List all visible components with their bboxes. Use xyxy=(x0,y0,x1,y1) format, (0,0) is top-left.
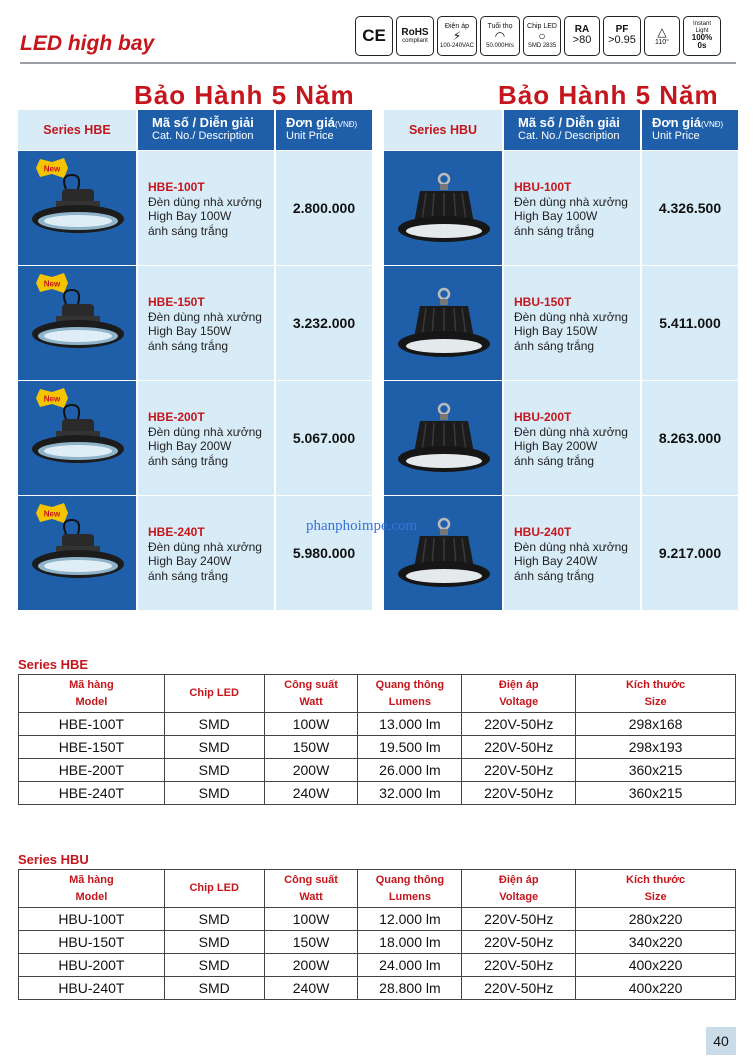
product-line-2: High Bay 200W xyxy=(514,439,598,453)
spec-header-cell: Mã hàng Model xyxy=(19,675,165,713)
desc-header-sub: Cat. No./ Description xyxy=(152,130,254,142)
page-title: LED high bay xyxy=(20,32,155,55)
product-image xyxy=(18,381,136,495)
product-code: HBE-100T xyxy=(148,180,205,194)
spec-cell-size: 360x215 xyxy=(576,759,736,782)
product-row xyxy=(18,496,372,610)
product-price: 4.326.500 xyxy=(642,151,738,265)
spec-cell-chip: SMD xyxy=(164,736,264,759)
warranty-heading-hbu: Bảo Hành 5 Năm xyxy=(498,80,719,110)
price-header-unit: (VNĐ) xyxy=(334,120,358,129)
spec-header-cell: Điện áp Voltage xyxy=(462,870,576,908)
spec-cell-voltage: 220V-50Hz xyxy=(462,759,576,782)
spec-row xyxy=(19,782,736,805)
lifetime-value: 50.000Hrs xyxy=(486,42,514,49)
product-row xyxy=(384,496,738,610)
spec-cell-chip: SMD xyxy=(164,954,264,977)
spec-header-cell: Chip LED xyxy=(164,870,264,908)
product-row xyxy=(384,381,738,495)
product-row xyxy=(18,151,372,265)
product-line-2: High Bay 240W xyxy=(514,554,598,568)
chip-led-icon xyxy=(523,16,561,56)
spec-cell-lumens: 28.800 lm xyxy=(358,977,462,1000)
high-bay-lamp-icon xyxy=(394,286,494,368)
svg-text:New: New xyxy=(43,164,61,174)
chip-cert-label: Chip LED xyxy=(527,22,557,30)
lamp-illustration xyxy=(28,516,128,598)
beam-angle-icon xyxy=(644,16,680,56)
lightning-icon: ⚡ xyxy=(452,29,462,44)
instant-value: 100% xyxy=(691,32,713,42)
lamp-illustration xyxy=(394,401,494,483)
spec-cell-lumens: 32.000 lm xyxy=(358,782,462,805)
desc-header-sub: Cat. No./ Description xyxy=(518,130,620,142)
lamp-illustration xyxy=(28,286,128,368)
spec-cell-voltage: 220V-50Hz xyxy=(462,782,576,805)
price-header-sub: Unit Price xyxy=(286,130,334,142)
product-line-1: Đèn dùng nhà xưởng xyxy=(148,539,262,554)
spec-cell-voltage: 220V-50Hz xyxy=(462,954,576,977)
spec-header-cell: Công suất Watt xyxy=(264,675,358,713)
pf-icon xyxy=(603,16,641,56)
product-row xyxy=(18,266,372,380)
svg-text:New: New xyxy=(43,394,61,404)
spec-header-row xyxy=(19,675,736,713)
instant-sub: 0s xyxy=(697,41,707,51)
price-header xyxy=(276,110,372,150)
product-description xyxy=(504,266,640,380)
header-rule xyxy=(20,62,736,64)
product-code: HBE-150T xyxy=(148,295,205,309)
product-line-1: Đèn dùng nhà xưởng xyxy=(148,194,262,209)
product-description xyxy=(504,496,640,610)
product-line-3: ánh sáng trắng xyxy=(514,223,595,238)
product-price: 5.980.000 xyxy=(276,496,372,610)
desc-header xyxy=(504,110,640,150)
price-header-unit: (VNĐ) xyxy=(700,120,724,129)
spec-cell-model: HBU-100T xyxy=(19,908,165,931)
product-line-2: High Bay 150W xyxy=(148,324,232,338)
pf-label: PF xyxy=(615,23,629,35)
voltage-icon xyxy=(437,16,477,56)
spec-cell-size: 400x220 xyxy=(576,954,736,977)
spec-header-cell: Mã hàng Model xyxy=(19,870,165,908)
cone-icon: △ xyxy=(657,25,667,40)
spec-cell-chip: SMD xyxy=(164,713,264,736)
spec-header-cell: Điện áp Voltage xyxy=(462,675,576,713)
product-line-1: Đèn dùng nhà xưởng xyxy=(514,424,628,439)
product-description xyxy=(504,151,640,265)
spec-cell-model: HBU-150T xyxy=(19,931,165,954)
ra-value: >80 xyxy=(572,34,592,47)
product-line-3: ánh sáng trắng xyxy=(148,568,229,583)
product-image xyxy=(18,496,136,610)
spec-cell-lumens: 18.000 lm xyxy=(358,931,462,954)
certification-icons xyxy=(355,16,721,56)
spec-cell-voltage: 220V-50Hz xyxy=(462,908,576,931)
product-line-1: Đèn dùng nhà xưởng xyxy=(514,539,628,554)
spec-header-cell: Kích thước Size xyxy=(576,675,736,713)
product-image xyxy=(18,151,136,265)
product-line-3: ánh sáng trắng xyxy=(514,568,595,583)
spec-cell-watt: 200W xyxy=(264,954,358,977)
voltage-cert-value: 100-240VAC xyxy=(440,42,474,49)
svg-text:New: New xyxy=(43,279,61,289)
spec-title-hbe: Series HBE xyxy=(18,657,89,672)
spec-header-cell: Kích thước Size xyxy=(576,870,736,908)
spec-row xyxy=(19,736,736,759)
product-description xyxy=(504,381,640,495)
desc-header-main: Mã số / Diễn giải xyxy=(152,115,254,130)
bulb-icon: ○ xyxy=(538,29,546,44)
ce-label: CE xyxy=(362,26,386,46)
spec-table-hbu xyxy=(18,869,736,1000)
spec-row xyxy=(19,954,736,977)
series-label-hbu: Series HBU xyxy=(384,110,502,150)
spec-cell-size: 298x168 xyxy=(576,713,736,736)
spec-title-hbu: Series HBU xyxy=(18,852,89,867)
product-line-1: Đèn dùng nhà xưởng xyxy=(514,309,628,324)
product-description xyxy=(138,151,274,265)
product-image xyxy=(384,151,502,265)
price-header-sub: Unit Price xyxy=(652,130,700,142)
spec-row xyxy=(19,977,736,1000)
spec-row xyxy=(19,908,736,931)
spec-cell-size: 360x215 xyxy=(576,782,736,805)
rohs-icon xyxy=(396,16,434,56)
product-row xyxy=(384,151,738,265)
price-header xyxy=(642,110,738,150)
spec-cell-chip: SMD xyxy=(164,977,264,1000)
product-line-3: ánh sáng trắng xyxy=(514,338,595,353)
product-code: HBU-200T xyxy=(514,410,572,424)
spec-cell-size: 298x193 xyxy=(576,736,736,759)
rohs-label: RoHS xyxy=(401,26,429,38)
product-price: 3.232.000 xyxy=(276,266,372,380)
spec-cell-lumens: 26.000 lm xyxy=(358,759,462,782)
chip-cert-value: SMD 2835 xyxy=(527,42,557,49)
spec-row xyxy=(19,931,736,954)
instant-label: Instant Light xyxy=(692,21,711,34)
spec-cell-size: 340x220 xyxy=(576,931,736,954)
series-label-hbe: Series HBE xyxy=(18,110,136,150)
spec-header-cell: Quang thông Lumens xyxy=(358,675,462,713)
spec-cell-watt: 100W xyxy=(264,908,358,931)
spec-table-hbe xyxy=(18,674,736,805)
product-line-3: ánh sáng trắng xyxy=(148,338,229,353)
spec-cell-model: HBE-100T xyxy=(19,713,165,736)
spec-cell-chip: SMD xyxy=(164,782,264,805)
spec-cell-watt: 240W xyxy=(264,782,358,805)
spec-header-cell: Chip LED xyxy=(164,675,264,713)
spec-cell-lumens: 13.000 lm xyxy=(358,713,462,736)
product-code: HBU-100T xyxy=(514,180,572,194)
product-code: HBU-150T xyxy=(514,295,572,309)
spec-row xyxy=(19,759,736,782)
product-price: 2.800.000 xyxy=(276,151,372,265)
product-line-2: High Bay 100W xyxy=(148,209,232,223)
spec-cell-model: HBU-240T xyxy=(19,977,165,1000)
spec-cell-model: HBU-200T xyxy=(19,954,165,977)
high-bay-lamp-icon xyxy=(28,286,128,368)
instant-light-icon xyxy=(683,16,721,56)
lifetime-icon xyxy=(480,16,520,56)
product-price: 9.217.000 xyxy=(642,496,738,610)
watermark: phanphoimpe.com xyxy=(306,518,418,534)
high-bay-lamp-icon xyxy=(28,516,128,598)
spec-cell-voltage: 220V-50Hz xyxy=(462,713,576,736)
lamp-illustration xyxy=(394,171,494,253)
product-code: HBE-240T xyxy=(148,525,205,539)
spec-cell-size: 280x220 xyxy=(576,908,736,931)
product-description xyxy=(138,266,274,380)
page-number: 40 xyxy=(706,1027,736,1055)
spec-cell-chip: SMD xyxy=(164,931,264,954)
high-bay-lamp-icon xyxy=(394,171,494,253)
ra-icon xyxy=(564,16,600,56)
product-line-1: Đèn dùng nhà xưởng xyxy=(148,424,262,439)
product-image xyxy=(18,266,136,380)
beam-angle-value: 110° xyxy=(655,38,669,46)
spec-cell-model: HBE-200T xyxy=(19,759,165,782)
spec-header-row xyxy=(19,870,736,908)
product-line-2: High Bay 150W xyxy=(514,324,598,338)
spec-cell-watt: 150W xyxy=(264,931,358,954)
spec-cell-chip: SMD xyxy=(164,759,264,782)
spec-cell-size: 400x220 xyxy=(576,977,736,1000)
product-line-3: ánh sáng trắng xyxy=(148,223,229,238)
spec-cell-watt: 100W xyxy=(264,713,358,736)
product-line-2: High Bay 240W xyxy=(148,554,232,568)
high-bay-lamp-icon xyxy=(28,401,128,483)
product-image xyxy=(384,266,502,380)
product-code: HBU-240T xyxy=(514,525,572,539)
product-price: 8.263.000 xyxy=(642,381,738,495)
price-table-header-hbe xyxy=(18,110,372,150)
voltage-cert-label: Điện áp xyxy=(444,22,470,30)
spec-cell-voltage: 220V-50Hz xyxy=(462,977,576,1000)
spec-cell-watt: 150W xyxy=(264,736,358,759)
product-description xyxy=(138,381,274,495)
spec-cell-watt: 200W xyxy=(264,759,358,782)
product-image xyxy=(384,381,502,495)
spec-cell-chip: SMD xyxy=(164,908,264,931)
pf-value: >0.95 xyxy=(608,34,636,47)
product-code: HBE-200T xyxy=(148,410,205,424)
spec-header-cell: Quang thông Lumens xyxy=(358,870,462,908)
product-row xyxy=(384,266,738,380)
product-line-2: High Bay 100W xyxy=(514,209,598,223)
spec-header-cell: Công suất Watt xyxy=(264,870,358,908)
product-price: 5.411.000 xyxy=(642,266,738,380)
lamp-illustration xyxy=(28,401,128,483)
product-line-1: Đèn dùng nhà xưởng xyxy=(148,309,262,324)
spec-cell-lumens: 24.000 lm xyxy=(358,954,462,977)
spec-row xyxy=(19,713,736,736)
warranty-heading-hbe: Bảo Hành 5 Năm xyxy=(134,80,355,110)
ce-mark-icon xyxy=(355,16,393,56)
spec-cell-voltage: 220V-50Hz xyxy=(462,736,576,759)
spec-cell-watt: 240W xyxy=(264,977,358,1000)
gauge-icon: ◠ xyxy=(494,29,506,44)
product-image xyxy=(384,496,502,610)
lamp-illustration xyxy=(394,286,494,368)
desc-header xyxy=(138,110,274,150)
ra-label: RA xyxy=(574,23,590,35)
price-header-main: Đơn giá xyxy=(652,115,701,130)
svg-text:New: New xyxy=(43,509,61,519)
desc-header-main: Mã số / Diễn giải xyxy=(518,115,620,130)
product-line-1: Đèn dùng nhà xưởng xyxy=(514,194,628,209)
spec-cell-lumens: 12.000 lm xyxy=(358,908,462,931)
spec-cell-lumens: 19.500 lm xyxy=(358,736,462,759)
high-bay-lamp-icon xyxy=(394,401,494,483)
lamp-illustration xyxy=(28,171,128,253)
product-line-3: ánh sáng trắng xyxy=(514,453,595,468)
spec-cell-model: HBE-240T xyxy=(19,782,165,805)
spec-cell-voltage: 220V-50Hz xyxy=(462,931,576,954)
price-table-header-hbu xyxy=(384,110,738,150)
product-price: 5.067.000 xyxy=(276,381,372,495)
product-line-2: High Bay 200W xyxy=(148,439,232,453)
product-description xyxy=(138,496,274,610)
lifetime-label: Tuổi thọ xyxy=(487,22,513,30)
high-bay-lamp-icon xyxy=(28,171,128,253)
product-row xyxy=(18,381,372,495)
product-line-3: ánh sáng trắng xyxy=(148,453,229,468)
spec-cell-model: HBE-150T xyxy=(19,736,165,759)
rohs-sub: compliant xyxy=(402,38,428,45)
price-header-main: Đơn giá xyxy=(286,115,335,130)
